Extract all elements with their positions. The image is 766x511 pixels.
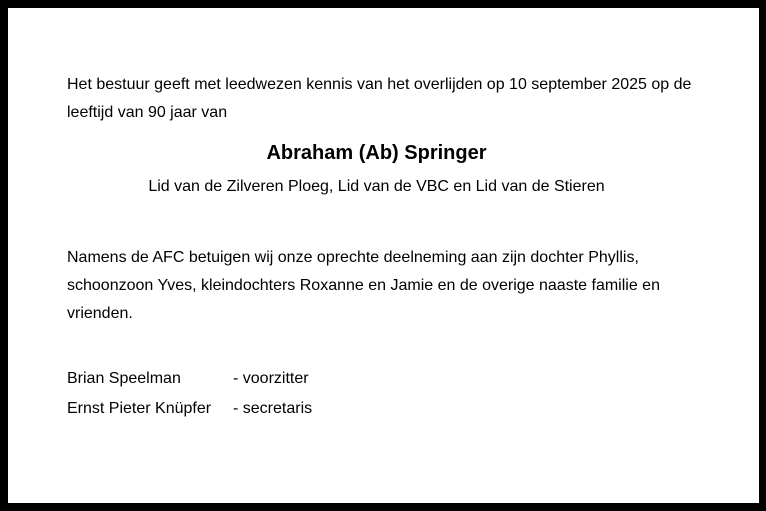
intro-paragraph: Het bestuur geeft met leedwezen kennis van het overlijden op 10 september 2025 op de leeftijd van 90 jaar van xyxy=(67,76,692,121)
signatories-list xyxy=(67,366,312,426)
signatory-role: - secretaris xyxy=(233,400,313,417)
death-notice-card xyxy=(8,8,759,503)
signatory-role: - voorzitter xyxy=(233,370,309,387)
deceased-name: Abraham (Ab) Springer xyxy=(266,142,487,164)
memberships-line: Lid van de Zilveren Ploeg, Lid van de VBC en Lid van de Stieren xyxy=(148,178,605,195)
signatory-name: Brian Speelman xyxy=(67,370,181,387)
signatory-row xyxy=(67,396,312,426)
condolence-paragraph: Namens de AFC betuigen wij onze oprechte deelneming aan zijn dochter Phyllis, schoonzoon Yves, kleindochters Roxanne en Jamie en de overige naaste familie en vrienden. xyxy=(67,249,660,322)
signatory-name: Ernst Pieter Knüpfer xyxy=(67,400,212,417)
signatory-row xyxy=(67,366,312,396)
